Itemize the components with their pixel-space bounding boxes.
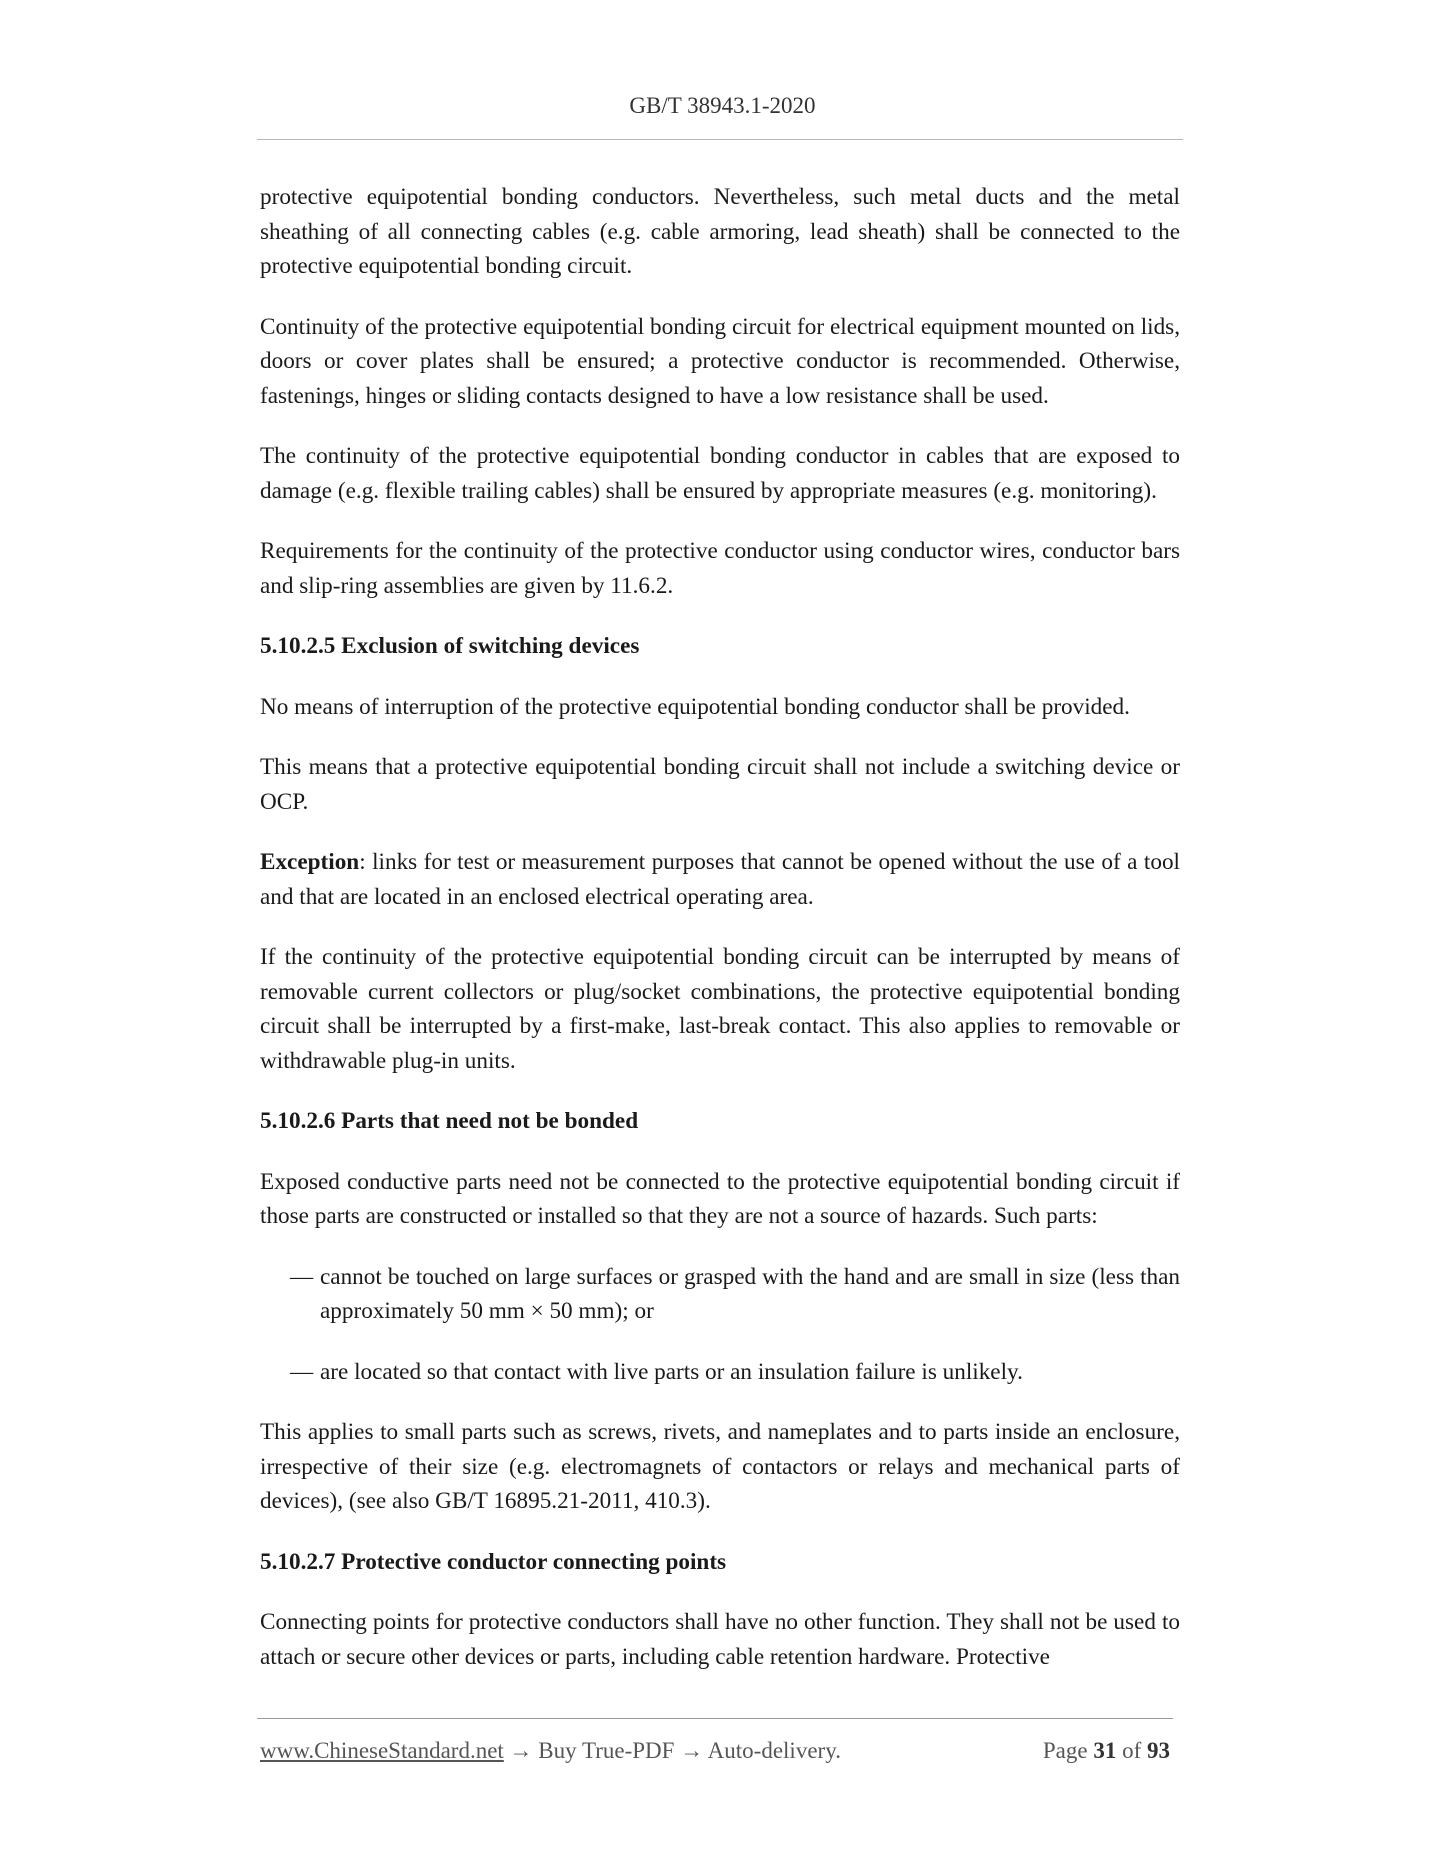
page-header: GB/T 38943.1-2020 xyxy=(629,93,816,118)
buy-text: Buy True-PDF xyxy=(538,1738,675,1763)
footer-divider xyxy=(257,1718,1173,1719)
current-page: 31 xyxy=(1093,1738,1117,1763)
paragraph: The continuity of the protective equipotential bonding conductor in cables that are exposed to damage (e.g. flexible trailing cables) shall be ensured by appropriate measures (e.g. monitoring). xyxy=(260,443,1180,504)
arrow-icon: → xyxy=(509,1738,533,1763)
page-footer xyxy=(260,1738,1170,1764)
paragraph: Continuity of the protective equipotential bonding circuit for electrical equipment mounted on lids, doors or cover plates shall be ensured; a protective conductor is recommended. Otherwise, fastenings, hinges or sliding contacts designed to have a low resistance shall be used. xyxy=(260,313,1180,409)
dash-marker: — xyxy=(290,1263,314,1290)
list-item-text: are located so that contact with live parts or an insulation failure is unlikely. xyxy=(320,1358,1023,1385)
list-item-text: cannot be touched on large surfaces or grasped with the hand and are small in size (less than approximately 50 mm × 50 mm); or xyxy=(320,1263,1180,1324)
arrow-icon: → xyxy=(680,1738,704,1763)
paragraph: Connecting points for protective conductors shall have no other function. They shall not be used to attach or secure other devices or parts, including cable retention hardware. Protective xyxy=(260,1609,1180,1670)
exception-text: : links for test or measurement purposes that cannot be opened without the use of a tool and that are located in an enclosed electrical operating area. xyxy=(260,849,1180,910)
document-body xyxy=(260,180,1180,1700)
delivery-text: Auto-delivery. xyxy=(707,1738,841,1763)
paragraph: Requirements for the continuity of the protective conductor using conductor wires, conductor bars and slip-ring assemblies are given by 11.6.2. xyxy=(260,538,1180,599)
list-item xyxy=(290,1260,1180,1329)
exception-label: Exception xyxy=(260,849,360,875)
header-divider xyxy=(257,139,1183,140)
paragraph: protective equipotential bonding conductors. Nevertheless, such metal ducts and the metal sheathing of all connecting cables (e.g. cable armoring, lead sheath) shall be connected to the protective equipotential bonding circuit. xyxy=(260,184,1180,279)
section-heading: 5.10.2.6 Parts that need not be bonded xyxy=(260,1108,639,1134)
list-item xyxy=(290,1355,1180,1390)
footer-left xyxy=(260,1738,841,1764)
paragraph: This applies to small parts such as screws, rivets, and nameplates and to parts inside an enclosure, irrespective of their size (e.g. electromagnets of contactors or relays and mechanical parts of devices), (see also GB/T 16895.21-2011, 410.3). xyxy=(260,1419,1180,1514)
section-heading: 5.10.2.5 Exclusion of switching devices xyxy=(260,633,640,659)
exception-paragraph xyxy=(260,845,1180,914)
total-pages: 93 xyxy=(1147,1738,1170,1763)
section-heading: 5.10.2.7 Protective conductor connecting points xyxy=(260,1548,727,1575)
website-link[interactable]: www.ChineseStandard.net xyxy=(260,1738,504,1763)
dash-marker: — xyxy=(290,1358,314,1385)
page-number: Page 31 of 93 xyxy=(1042,1738,1170,1763)
paragraph: This means that a protective equipotential bonding circuit shall not include a switching device or OCP. xyxy=(260,754,1180,815)
paragraph: Exposed conductive parts need not be connected to the protective equipotential bonding circuit if those parts are constructed or installed so that they are not a source of hazards. Such parts: xyxy=(260,1168,1180,1229)
paragraph: No means of interruption of the protective equipotential bonding conductor shall be provided. xyxy=(260,693,1130,720)
paragraph: If the continuity of the protective equipotential bonding circuit can be interrupted by means of removable current collectors or plug/socket combinations, the protective equipotential bonding circuit shall be interrupted by a first-make, last-break contact. This also applies to removable or withdrawable plug-in units. xyxy=(260,944,1180,1074)
